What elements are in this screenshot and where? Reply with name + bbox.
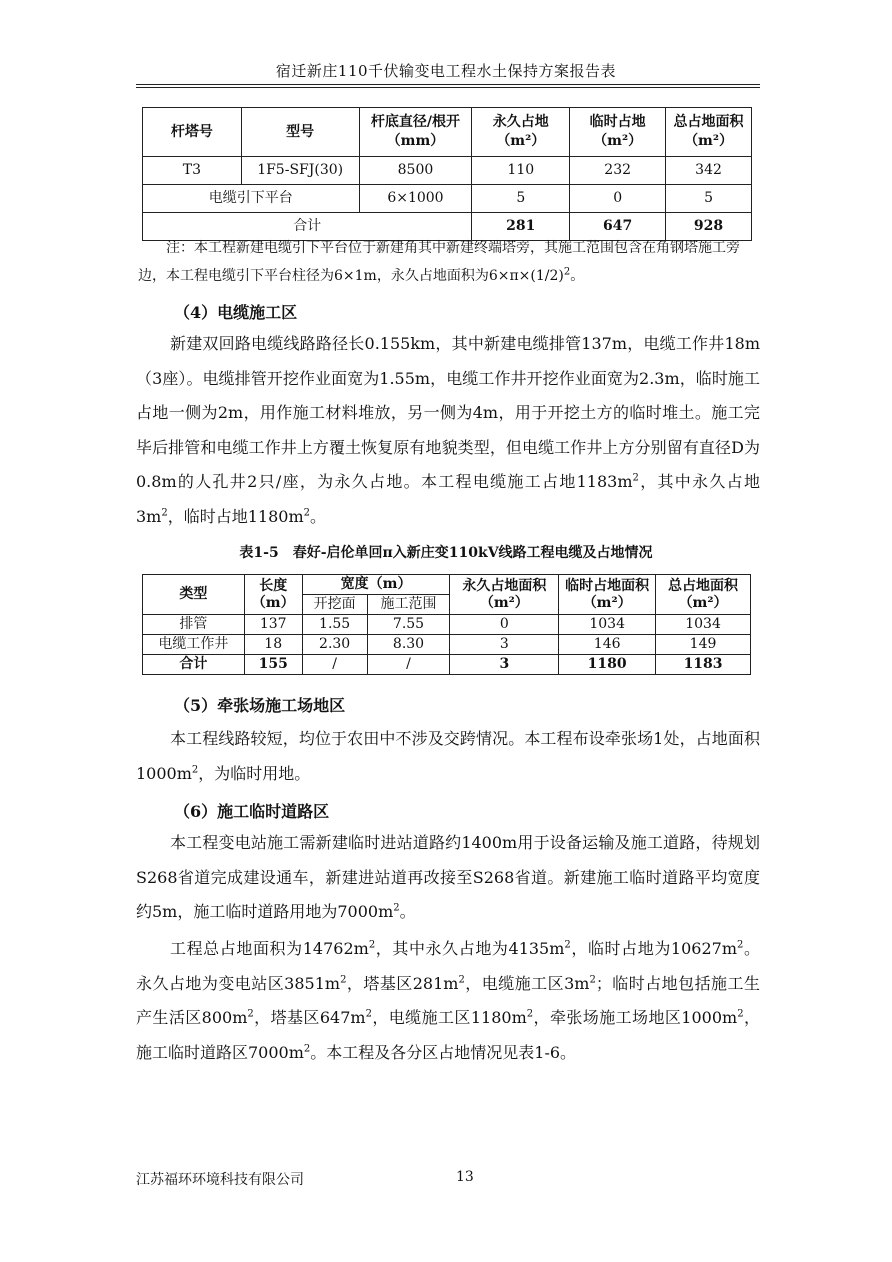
summary-paragraph: 工程总占地面积为$14762m^2$，其中永久占地为$4135m^2$，临时占地为$10627m^2$。永久占地为变电站区$3851m^2$，塔基区$281m^2$，电缆施工区$3m^2$；临时占地包括施工生产生活区$800m^2$，塔基区$647m^2$，电缆施工区$1180m^2$，牵张场施工场地区$1000m^2$，施工临时道路区$7000m^2$。本工程及各分区占地情况见表1-6。 (136, 939, 760, 1062)
section-5-title: （5）牵张场施工场地区 (174, 696, 346, 715)
cell: 928 (666, 213, 752, 241)
cell: 1.55 (302, 615, 367, 635)
col-perm: 永久占地（m²） (472, 108, 570, 157)
tower-occupation-table (142, 107, 752, 241)
cell: 342 (666, 157, 752, 185)
cell: 1F5-SFJ(30) (241, 157, 359, 185)
table-caption: 表1-5 春好-启伦单回π入新庄变110kV线路工程电缆及占地情况 (239, 545, 653, 561)
table-sum-row (143, 655, 751, 675)
table-header-row (143, 108, 752, 157)
cell: 0 (570, 185, 666, 213)
col-temp: 临时占地面积（m²） (559, 575, 656, 615)
cell: 3 (450, 635, 559, 655)
page-number: 13 (456, 1169, 474, 1185)
col-model: 型号 (241, 108, 359, 157)
cell: 1034 (559, 615, 656, 635)
cell: 1183 (656, 655, 751, 675)
table-row (143, 615, 751, 635)
cell: 281 (472, 213, 570, 241)
table-note: 注：本工程新建电缆引下平台位于新建角其中新建终端塔旁，其施工范围包含在角钢塔施工旁边，本工程电缆引下平台柱径为6×1m，永久占地面积为$6\times\pi\times(1/2)^2$。 (138, 240, 740, 284)
cell: 1180 (559, 655, 656, 675)
cell: 146 (559, 635, 656, 655)
cell: 3 (450, 655, 559, 675)
footer-company: 江苏福环环境科技有限公司 (136, 1172, 304, 1188)
section-4-title: （4）电缆施工区 (174, 303, 298, 322)
section-4-paragraph: 新建双回路电缆线路路径长0.155km，其中新建电缆排管137m，电缆工作井18m（3座）。电缆排管开挖作业面宽为1.55m，电缆工作井开挖作业面宽为2.3m，临时施工占地一侧为2m，用作施工材料堆放，另一侧为4m，用于开挖土方的临时堆土。施工完毕后排管和电缆工作井上方覆土恢复原有地貌类型，但电缆工作井上方分别留有直径D为0.8m的人孔井2只/座，为永久占地。本工程电缆施工占地$1183m^2$，其中永久占地$3m^2$，临时占地$1180m^2$。 (136, 334, 760, 526)
cell: 1034 (656, 615, 751, 635)
cell: 合计 (143, 655, 245, 675)
cell: 电缆引下平台 (143, 185, 360, 213)
cell: 7.55 (367, 615, 450, 635)
cell: 电缆工作井 (143, 635, 245, 655)
table-row (143, 635, 751, 655)
cell: T3 (143, 157, 242, 185)
table-row (143, 157, 752, 185)
cell: 合计 (143, 213, 472, 241)
col-temp: 临时占地（m²） (570, 108, 666, 157)
section-6-title: （6）施工临时道路区 (174, 802, 330, 821)
col-tower: 杆塔号 (143, 108, 242, 157)
cable-occupation-table (142, 574, 751, 675)
cell: 5 (666, 185, 752, 213)
cell: 110 (472, 157, 570, 185)
cell: 5 (472, 185, 570, 213)
cell: 18 (244, 635, 302, 655)
cell: 647 (570, 213, 666, 241)
col-type: 类型 (143, 575, 245, 615)
cell: 149 (656, 635, 751, 655)
col-dig: 开挖面 (302, 595, 367, 615)
col-length: 长度（m） (244, 575, 302, 615)
cell: 8500 (359, 157, 472, 185)
cell: / (367, 655, 450, 675)
cell: 155 (244, 655, 302, 675)
header-rule (136, 84, 760, 88)
col-total: 总占地面积（m²） (656, 575, 751, 615)
col-range: 施工范围 (367, 595, 450, 615)
col-width: 宽度（m） (302, 575, 450, 595)
cell: 232 (570, 157, 666, 185)
cell: 2.30 (302, 635, 367, 655)
cell: 137 (244, 615, 302, 635)
table-header-row (143, 575, 751, 595)
cell: 8.30 (367, 635, 450, 655)
col-diameter: 杆底直径/根开（mm） (359, 108, 472, 157)
section-5-paragraph: 本工程线路较短，均位于农田中不涉及交跨情况。本工程布设牵张场1处，占地面积$1000m^2$，为临时用地。 (136, 729, 760, 783)
col-total: 总占地面积（m²） (666, 108, 752, 157)
cell: 6×1000 (359, 185, 472, 213)
table-row (143, 185, 752, 213)
cell: 0 (450, 615, 559, 635)
section-6-paragraph: 本工程变电站施工需新建临时进站道路约1400m用于设备运输及施工道路，待规划S268省道完成建设通车，新建进站道再改接至S268省道。新建施工临时道路平均宽度约5m，施工临时道路用地为$7000m^2$。 (136, 833, 760, 921)
cell: 排管 (143, 615, 245, 635)
page-header-title: 宿迁新庄110千伏输变电工程水土保持方案报告表 (275, 62, 617, 80)
col-perm: 永久占地面积（m²） (450, 575, 559, 615)
cell: / (302, 655, 367, 675)
